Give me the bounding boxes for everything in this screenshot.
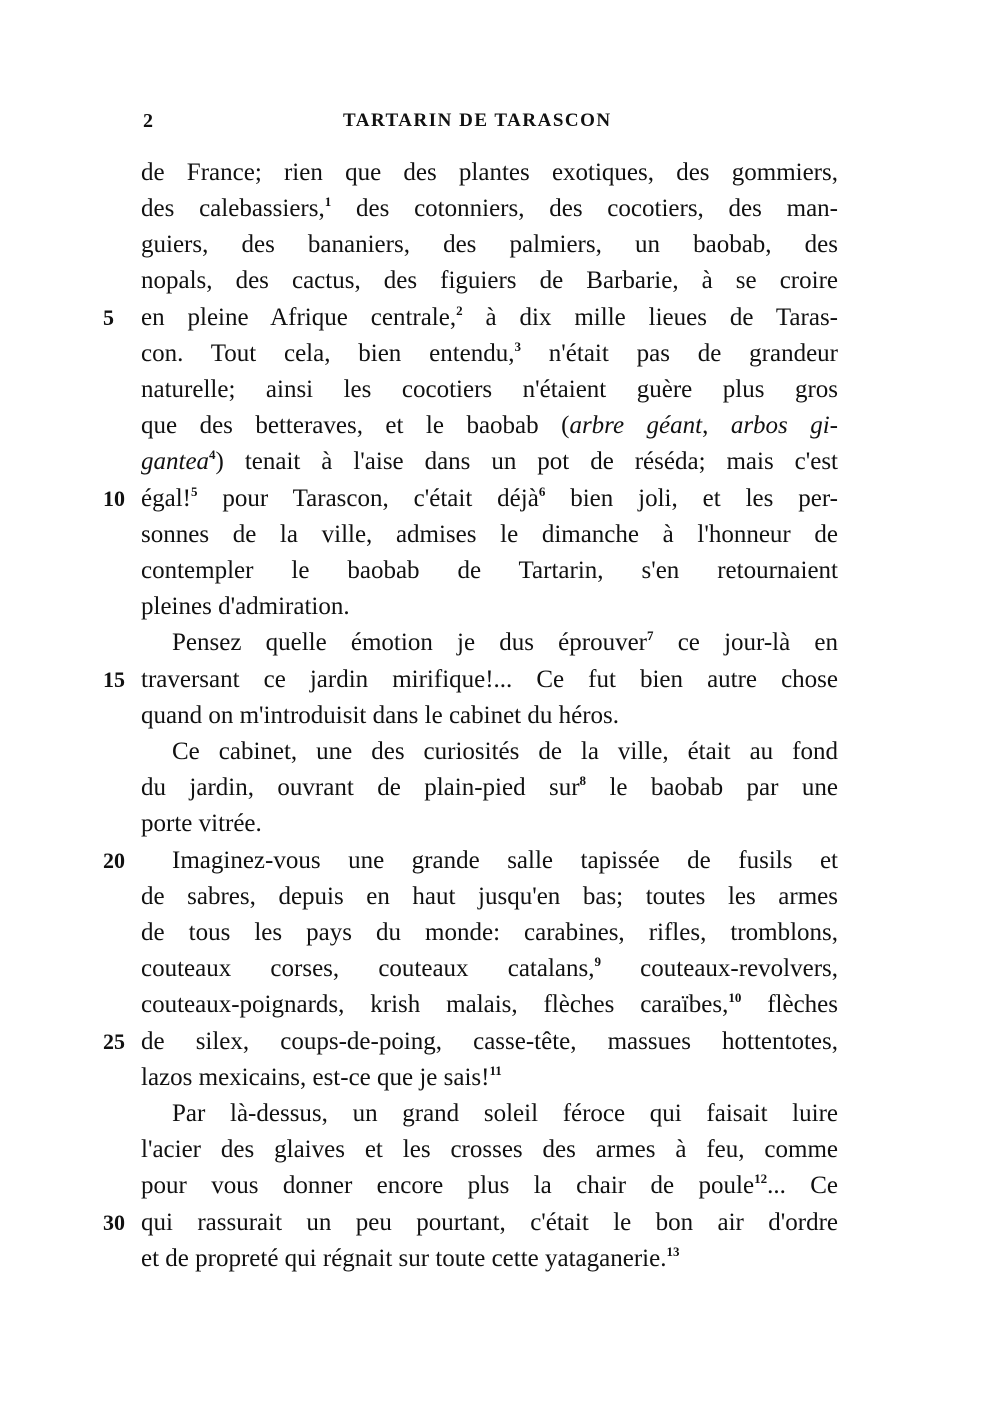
text-line: Ce cabinet, une des curiosités de la ville, était au fond — [172, 738, 838, 765]
line-number: 25 — [103, 1029, 125, 1054]
text-line: guiers, des bananiers, des palmiers, un baobab, des — [141, 231, 838, 258]
footnote-ref: 6 — [538, 484, 546, 499]
text-line: con. Tout cela, bien entendu,$^3$ n'était pas de grandeur — [141, 339, 838, 367]
text-line: porte vitrée. — [141, 810, 262, 837]
running-title: TARTARIN DE TARASCON — [343, 110, 612, 131]
footnote-ref: 12 — [754, 1171, 768, 1186]
line-number: 5 — [103, 305, 114, 330]
text-line: égal!$^5$ pour Tarascon, c'était déjà$^6$ bien joli, et les per- — [141, 484, 838, 512]
text-line: de tous les pays du monde: carabines, rifles, tromblons, — [141, 919, 838, 946]
text-line: lazos mexicains, est-ce que je sais!$^{11}$ — [141, 1063, 502, 1091]
text-line: quand on m'introduisit dans le cabinet du héros. — [141, 702, 620, 729]
text-line: qui rassurait un peu pourtant, c'était le bon air d'ordre — [141, 1209, 838, 1236]
text-line: nopals, des cactus, des figuiers de Barbarie, à se croire — [141, 267, 838, 294]
text-line: couteaux corses, couteaux catalans,$^9$ couteaux-revolvers, — [141, 954, 839, 982]
text-line: pleines d'admiration. — [141, 593, 350, 620]
line-number: 30 — [103, 1210, 125, 1235]
text-line: que des betteraves, et le baobab (arbre géant, arbos gi- — [141, 412, 839, 439]
text-line: des calebassiers,$^1$ des cotonniers, des cocotiers, des man- — [141, 194, 839, 222]
footnote-ref: 3 — [514, 339, 521, 354]
text-line: en pleine Afrique centrale,$^2$ à dix mille lieues de Taras- — [141, 303, 838, 331]
text-line: Par là-dessus, un grand soleil féroce qui faisait luire — [172, 1100, 838, 1127]
footnote-ref: 9 — [594, 954, 601, 969]
footnote-ref: 5 — [190, 484, 198, 499]
text-line: du jardin, ouvrant de plain-pied sur$^8$ le baobab par une — [141, 773, 838, 801]
text-line: naturelle; ainsi les cocotiers n'étaient guère plus gros — [141, 376, 838, 403]
footnote-ref: 1 — [324, 194, 332, 209]
text-line: traversant ce jardin mirifique!... Ce fut bien autre chose — [141, 666, 838, 693]
footnote-ref: 11 — [489, 1063, 502, 1078]
footnote-ref: 10 — [728, 990, 742, 1005]
text-line: l'acier des glaives et les crosses des armes à feu, comme — [141, 1136, 838, 1163]
text-line: couteaux-poignards, krish malais, flèches caraïbes,$^{10}$ flèches — [141, 990, 838, 1018]
text-line: de France; rien que des plantes exotiques, des gommiers, — [141, 159, 838, 186]
text-line: sonnes de la ville, admises le dimanche à l'honneur de — [141, 521, 838, 548]
page-number: 2 — [143, 110, 153, 132]
text-line: et de propreté qui régnait sur toute cette yataganerie.$^{13}$ — [141, 1244, 680, 1272]
footnote-ref: 7 — [647, 628, 654, 643]
text-line: de sabres, depuis en haut jusqu'en bas; toutes les armes — [141, 883, 838, 910]
text-line: gantea$^4$) tenait à l'aise dans un pot de réséda; mais c'est — [141, 447, 838, 475]
line-number: 20 — [103, 848, 125, 873]
line-number: 15 — [103, 667, 125, 692]
text-line: contempler le baobab de Tartarin, s'en retournaient — [141, 557, 838, 584]
footnote-ref: 4 — [209, 447, 216, 462]
footnote-ref: 2 — [456, 303, 463, 318]
line-number: 10 — [103, 486, 125, 511]
footnote-ref: 8 — [579, 773, 587, 788]
text-line: de silex, coups-de-poing, casse-tête, massues hottentotes, — [141, 1028, 838, 1055]
text-line: Imaginez-vous une grande salle tapissée de fusils et — [172, 847, 838, 874]
text-line: pour vous donner encore plus la chair de poule$^{12}$... Ce — [141, 1171, 838, 1199]
text-line: Pensez quelle émotion je dus éprouver$^7$ ce jour-là en — [172, 628, 838, 656]
footnote-ref: 13 — [666, 1244, 680, 1259]
